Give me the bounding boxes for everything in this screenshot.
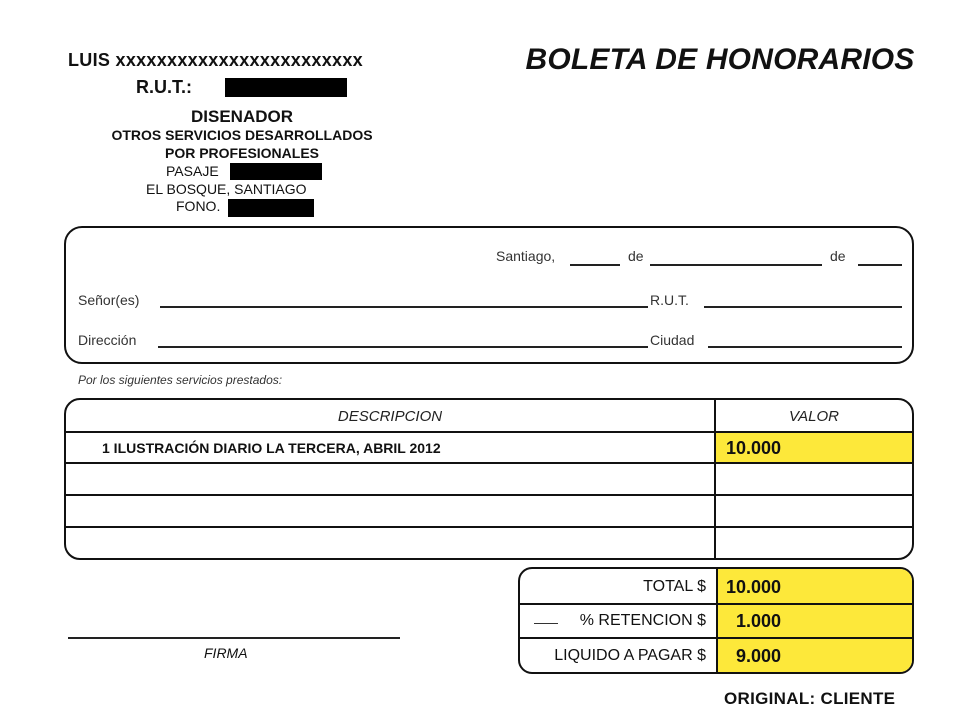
- client-info-box: [64, 226, 914, 364]
- ciudad-label: Ciudad: [650, 332, 695, 348]
- totals-row-divider: [520, 637, 912, 639]
- table-row-divider: [66, 462, 912, 464]
- document-title: BOLETA DE HONORARIOS: [525, 43, 915, 76]
- senores-field[interactable]: [160, 306, 648, 308]
- liquido-label: LIQUIDO A PAGAR $: [554, 647, 706, 664]
- senores-label: Señor(es): [78, 292, 140, 308]
- signature-line[interactable]: [68, 637, 400, 639]
- copy-label: ORIGINAL: CLIENTE: [724, 689, 896, 708]
- table-header-divider: [66, 431, 912, 433]
- table-row-divider: [66, 526, 912, 528]
- value-column-header: VALOR: [788, 408, 840, 425]
- issuer-rut-label: R.U.T.:: [136, 77, 192, 97]
- description-column-header: DESCRIPCION: [337, 408, 443, 425]
- issuer-address-prefix: PASAJE: [166, 163, 219, 179]
- retencion-percent-field[interactable]: [534, 623, 558, 624]
- client-rut-field[interactable]: [704, 306, 902, 308]
- retencion-label: % RETENCION $: [579, 612, 706, 629]
- item-description: 1 ILUSTRACIÓN DIARIO LA TERCERA, ABRIL 2012: [102, 440, 441, 456]
- redacted-address: [230, 163, 322, 180]
- issuer-address-city: EL BOSQUE, SANTIAGO: [146, 181, 307, 197]
- month-field[interactable]: [650, 264, 822, 266]
- client-rut-label: R.U.T.: [650, 292, 689, 308]
- issuer-phone-prefix: FONO.: [176, 198, 221, 214]
- totals-row-divider: [520, 603, 912, 605]
- totals-box: [518, 567, 914, 674]
- direccion-label: Dirección: [78, 332, 137, 348]
- direccion-field[interactable]: [158, 346, 648, 348]
- totals-column-divider: [716, 569, 718, 672]
- de-label-2: de: [830, 248, 846, 264]
- de-label-1: de: [628, 248, 644, 264]
- liquido-value: 9.000: [736, 646, 782, 666]
- city-label: Santiago,: [496, 248, 556, 264]
- issuer-services-line1: OTROS SERVICIOS DESARROLLADOS: [111, 127, 373, 143]
- retencion-value: 1.000: [736, 611, 782, 631]
- signature-label: FIRMA: [204, 645, 248, 661]
- item-value: 10.000: [726, 438, 782, 458]
- issuer-profession: DISENADOR: [190, 107, 293, 126]
- total-label: TOTAL $: [643, 578, 706, 595]
- redacted-phone: [228, 199, 314, 217]
- total-value: 10.000: [726, 577, 782, 597]
- table-row-divider: [66, 494, 912, 496]
- year-field[interactable]: [858, 264, 902, 266]
- issuer-services-line2: POR PROFESIONALES: [164, 145, 320, 161]
- issuer-name: LUIS xxxxxxxxxxxxxxxxxxxxxxxx: [68, 50, 363, 70]
- redacted-rut: [225, 78, 347, 97]
- items-table: [64, 398, 914, 560]
- ciudad-field[interactable]: [708, 346, 902, 348]
- services-caption: Por los siguientes servicios prestados:: [78, 373, 283, 387]
- day-field[interactable]: [570, 264, 620, 266]
